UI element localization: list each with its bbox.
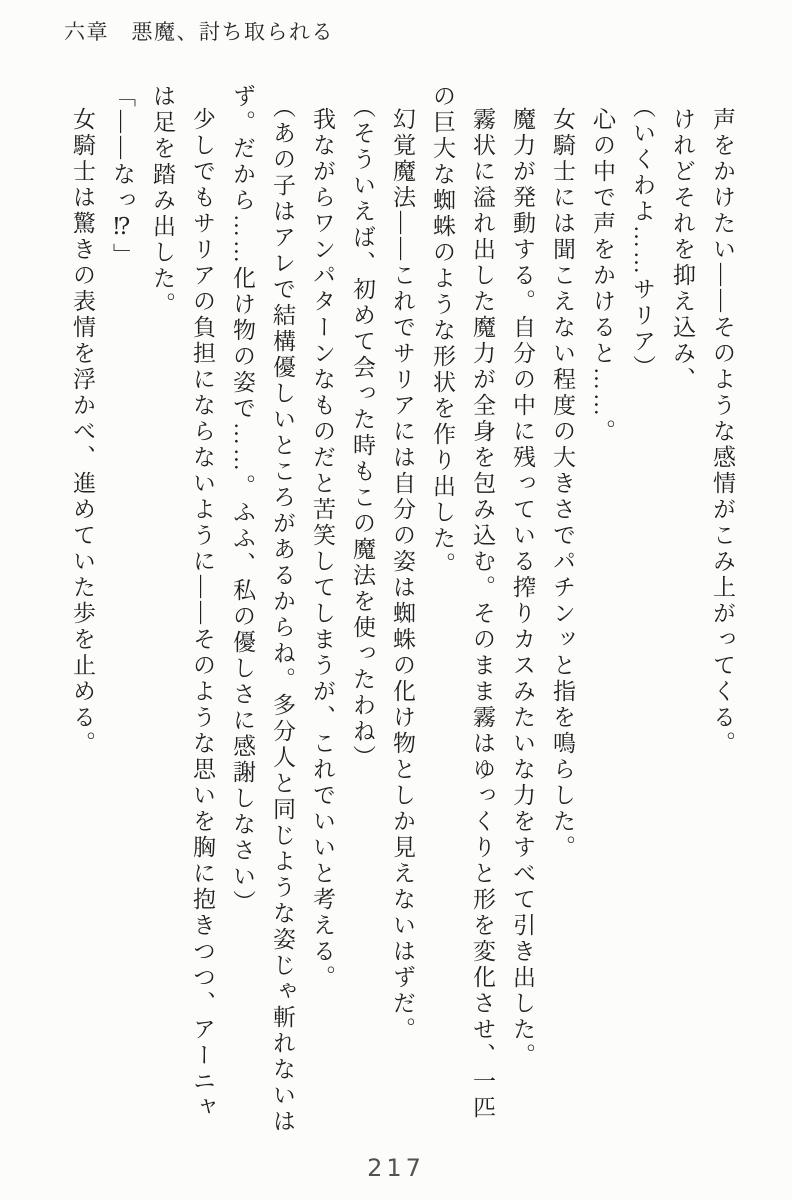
- paragraph: （あの子はアレで結構優しいところがあるからね。多分人と同じような姿じゃ斬れないはず。だから……化け物の姿で……。ふふ、私の優しさに感謝しなさい）: [230, 84, 295, 1135]
- paragraph: 女騎士には聞こえない程度の大きさでパチンッと指を鳴らした。: [550, 107, 575, 861]
- paragraph: 声をかけたい——そのような感情がこみ上がってくる。: [710, 107, 735, 757]
- body-text: [62, 84, 742, 1140]
- page-number: 217: [367, 1154, 425, 1182]
- paragraph: 「——なっ⁉」: [110, 84, 135, 269]
- paragraph: 少しでもサリアの負担にならないように——そのような思いを胸に抱きつつ、アーニャは足を踏み出した。: [150, 84, 215, 1121]
- paragraph: （そういえば、初めて会った時もこの魔法を使ったわね）: [350, 95, 375, 771]
- paragraph: （いくわよ……サリア）: [630, 95, 655, 381]
- paragraph: 魔力が発動する。自分の中に残っている搾りカスみたいな力をすべて引き出した。: [510, 107, 535, 1069]
- paragraph: 女騎士は驚きの表情を浮かべ、進めていた歩を止める。: [70, 107, 95, 757]
- paragraph: 霧状に溢れ出した魔力が全身を包み込む。そのまま霧はゆっくりと形を変化させ、一匹の巨大な蜘蛛のような形状を作り出した。: [430, 84, 495, 1121]
- chapter-header: 六章 悪魔、討ち取られる: [64, 20, 334, 44]
- paragraph: 我ながらワンパターンなものだと苦笑してしまうが、これでいいと考える。: [310, 107, 335, 991]
- paragraph: 幻覚魔法——これでサリアには自分の姿は蜘蛛の化け物としか見えないはずだ。: [390, 107, 415, 1043]
- paragraph: けれどそれを抑え込み、: [670, 107, 695, 393]
- paragraph: 心の中で声をかけると……。: [590, 107, 615, 445]
